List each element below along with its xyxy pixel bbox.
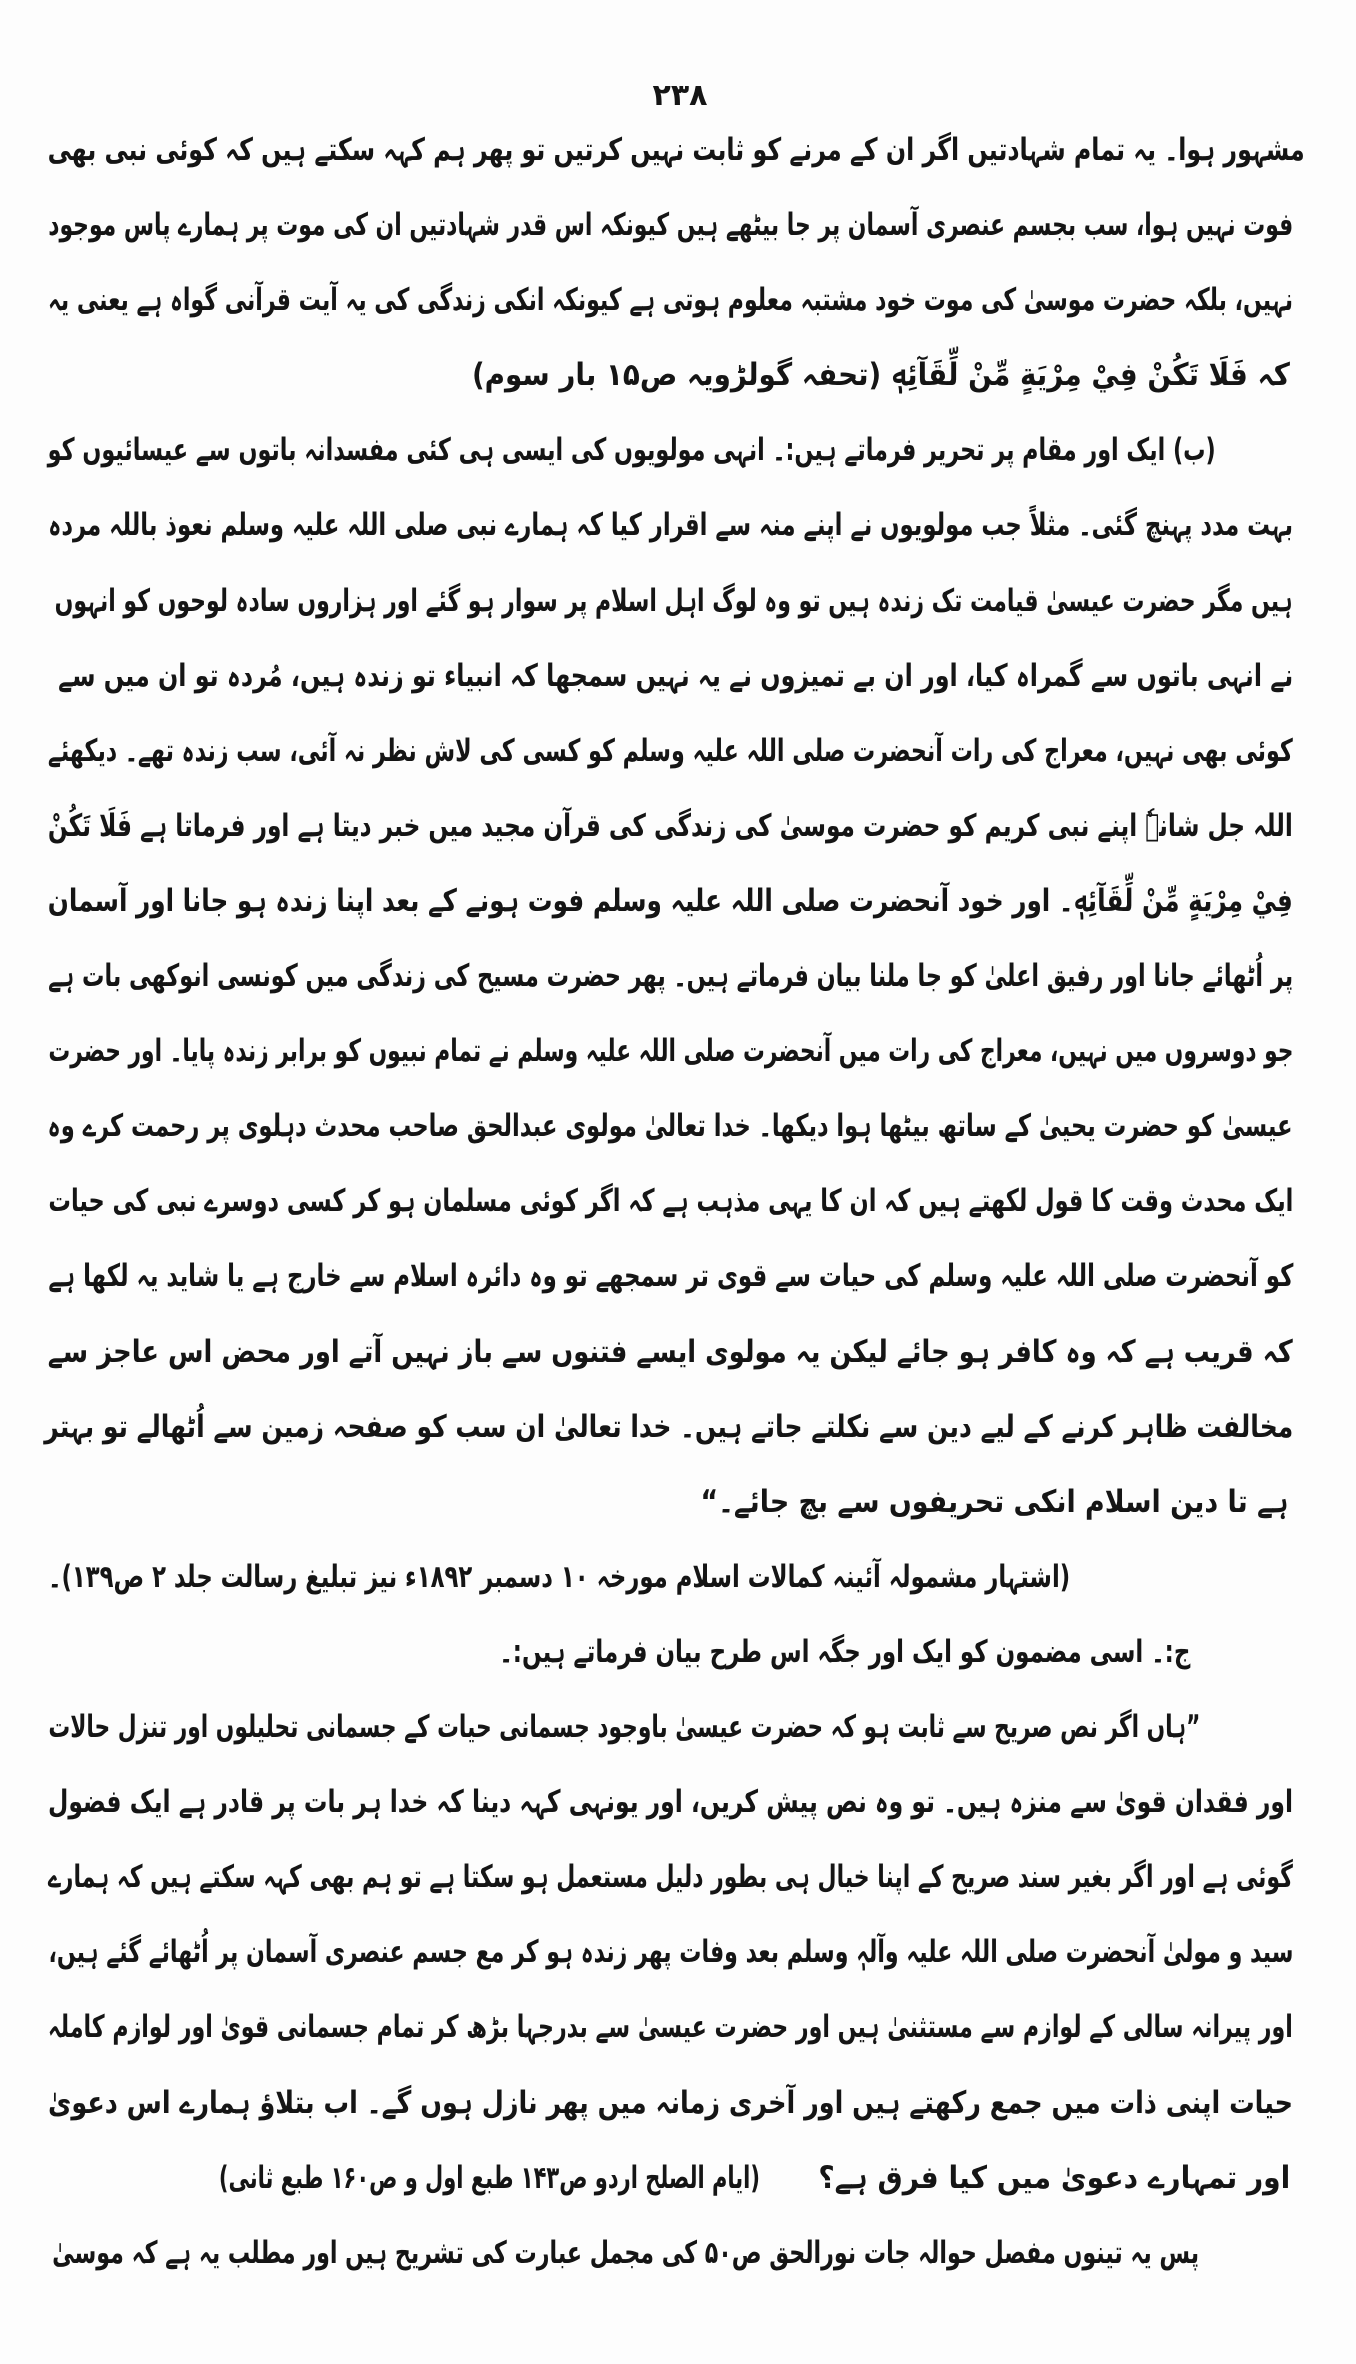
line-text: مشہور ہوا۔ یہ تمام شہادتیں اگر ان کے مرنے کو ثابت نہیں کرتیں تو پھر ہم کہہ سکتے ہیں کہ کوئی نبی بھی [48,132,1305,168]
line-text: کوئی بھی نہیں، معراج کی رات آنحضرت صلی اللہ علیہ وسلم کو کسی کی لاش نظر نہ آئی، سب زندہ تھے۔ دیکھئے [48,733,1293,769]
text-line [48,714,1293,789]
line-text: اور فقدان قویٰ سے منزہ ہیں۔ تو وہ نص پیش کریں، اور یونہی کہہ دینا کہ خدا ہر بات پر قادر ہے ایک فضول [48,1784,1293,1820]
line-text: جو دوسروں میں نہیں، معراج کی رات میں آنحضرت صلی اللہ علیہ وسلم نے تمام نبیوں کو برابر زندہ پایا۔ اور حضرت [48,1033,1293,1069]
line-text: نہیں، بلکہ حضرت موسیٰ کی موت خود مشتبہ معلوم ہوتی ہے کیونکہ انکی زندگی کی یہ آیت قرآنی گواہ ہے یعنی یہ [48,282,1293,318]
line-text: ہے تا دین اسلام انکی تحریفوں سے بچ جائے۔“ [700,1484,1288,1520]
text-line [48,939,1293,1014]
text-line [48,1315,1293,1390]
text-line [48,1239,1293,1314]
text-line [48,1840,1293,1915]
line-text: کہ قریب ہے کہ وہ کافر ہو جائے لیکن یہ مولوی ایسے فتنوں سے باز نہیں آتے اور محض اس عاجز سے [48,1334,1293,1370]
line-text: کہ فَلَا تَكُنْ فِيْ مِرْيَةٍ مِّنْ لِّقَآئِهٖ (تحفہ گولڑویہ ص۱۵ بار سوم) [472,357,1290,393]
line-text: فوت نہیں ہوا، سب بجسم عنصری آسمان پر جا بیٹھے ہیں کیونکہ اس قدر شہادتیں ان کی موت پر ہمارے پاس موجود [48,207,1293,243]
line-text: فِيْ مِرْيَةٍ مِّنْ لِّقَآئِهٖ۔ اور خود آنحضرت صلی اللہ علیہ وسلم فوت ہونے کے بعد اپنا زندہ ہو جانا اور آسمان [48,883,1293,919]
text-line [48,188,1293,263]
paragraph-end-line [700,1465,1288,1540]
text-line [48,488,1293,563]
text-line [44,1390,1293,1465]
paragraph-start-line [48,413,1216,488]
line-text: سید و مولیٰ آنحضرت صلی اللہ علیہ وآلہٖ وسلم بعد وفات پھر زندہ ہو کر مع جسم عنصری آسمان پر اُٹھائے گئے ہیں، [48,1934,1293,1970]
text-line [48,1014,1293,1089]
text-line [48,789,1293,864]
line-text: ج:۔ اسی مضمون کو ایک اور جگہ اس طرح بیان فرماتے ہیں:۔ [499,1634,1190,1670]
text-line [48,1765,1293,1840]
line-text: ہیں مگر حضرت عیسیٰ قیامت تک زندہ ہیں تو وہ لوگ اہل اسلام پر سوار ہو گئے اور ہزاروں سادہ لوحوں کو انہوں [55,583,1293,619]
line-text: عیسیٰ کو حضرت یحییٰ کے ساتھ بیٹھا ہوا دیکھا۔ خدا تعالیٰ مولوی عبدالحق صاحب محدث دہلوی پر رحمت کرے وہ [48,1108,1293,1144]
line-text: اور پیرانہ سالی کے لوازم سے مستثنیٰ ہیں اور حضرت عیسیٰ سے بدرجہا بڑھ کر تمام جسمانی قویٰ اور لوازم کاملہ [48,2009,1293,2045]
line-text: پس یہ تینوں مفصل حوالہ جات نورالحق ص۵۰ کی مجمل عبارت کی تشریح ہیں اور مطلب یہ ہے کہ موسیٰ [52,2235,1199,2271]
text-line [48,1990,1293,2065]
text-line [48,1089,1293,1164]
text-line [48,864,1293,939]
inline-citation [219,2141,760,2216]
line-text: بہت مدد پہنچ گئی۔ مثلاً جب مولویوں نے اپنے منہ سے اقرار کیا کہ ہمارے نبی صلی اللہ علیہ وسلم نعوذ باللہ مردہ [48,507,1293,543]
citation-text: (اشتہار مشمولہ آئینہ کمالات اسلام مورخہ ۱۰ دسمبر ۱۸۹۲ء نیز تبلیغ رسالت جلد ۲ ص۱۳۹)۔ [47,1559,1070,1595]
text-line [48,2066,1293,2141]
line-text: مخالفت ظاہر کرنے کے لیے دین سے نکلتے جاتے ہیں۔ خدا تعالیٰ ان سب کو صفحہ زمین سے اُٹھالے تو بہتر [44,1409,1293,1445]
text-line [58,639,1293,714]
citation-text: (ایام الصلح اردو ص۱۴۳ طبع اول و ص۱۶۰ طبع ثانی) [219,2160,760,2196]
line-text: ایک محدث وقت کا قول لکھتے ہیں کہ ان کا یہی مذہب ہے کہ اگر کوئی مسلمان ہو کر کسی دوسرے نبی کی حیات [48,1183,1293,1219]
section-heading-line [499,1615,1190,1690]
line-text: اور تمہارے دعویٰ میں کیا فرق ہے؟ [818,2160,1290,2196]
quran-verse-line [472,338,1290,413]
line-text: (ب) ایک اور مقام پر تحریر فرماتے ہیں:۔ انہی مولویوں کی ایسی ہی کئی مفسدانہ باتوں سے عیسائیوں کو [48,432,1216,468]
line-text: نے انہی باتوں سے گمراہ کیا، اور ان بے تمیزوں نے یہ نہیں سمجھا کہ انبیاء تو زندہ ہیں، مُردہ تو ان میں سے [58,658,1293,694]
text-line [48,1915,1293,1990]
text-line [48,113,1305,188]
line-text: کو آنحضرت صلی اللہ علیہ وسلم کی حیات سے قوی تر سمجھے تو وہ دائرہ اسلام سے خارج ہے یا شاید یہ لکھا ہے [48,1258,1293,1294]
page-number: ۲۳۸ [652,78,708,113]
line-text: پر اُٹھائے جانا اور رفیق اعلیٰ کو جا ملنا بیان فرماتے ہیں۔ پھر حضرت مسیح کی زندگی میں کونسی انوکھی بات ہے [48,958,1293,994]
line-text: اللہ جل شانہٗ اپنے نبی کریم کو حضرت موسیٰ کی زندگی کی قرآن مجید میں خبر دیتا ہے اور فرماتا ہے فَلَا تَكُنْ [48,808,1293,844]
text-line [48,263,1293,338]
text-line [48,1164,1293,1239]
line-text: گوئی ہے اور اگر بغیر سند صریح کے اپنا خیال ہی بطور دلیل مستعمل ہو سکتا ہے تو ہم بھی کہہ سکتے ہیں کہ ہمارے [48,1859,1293,1895]
line-text: حیات اپنی ذات میں جمع رکھتے ہیں اور آخری زمانہ میں پھر نازل ہوں گے۔ اب بتلاؤ ہمارے اس دعویٰ [48,2085,1293,2121]
quote-start-line [48,1690,1200,1765]
citation-line [48,1540,1070,1615]
quote-end-line [818,2141,1290,2216]
paragraph-start-line [52,2216,1199,2291]
line-text: ”ہاں اگر نص صریح سے ثابت ہو کہ حضرت عیسیٰ باوجود جسمانی حیات کے جسمانی تحلیلوں اور تنزل حالات [48,1709,1200,1745]
text-line [55,564,1293,639]
